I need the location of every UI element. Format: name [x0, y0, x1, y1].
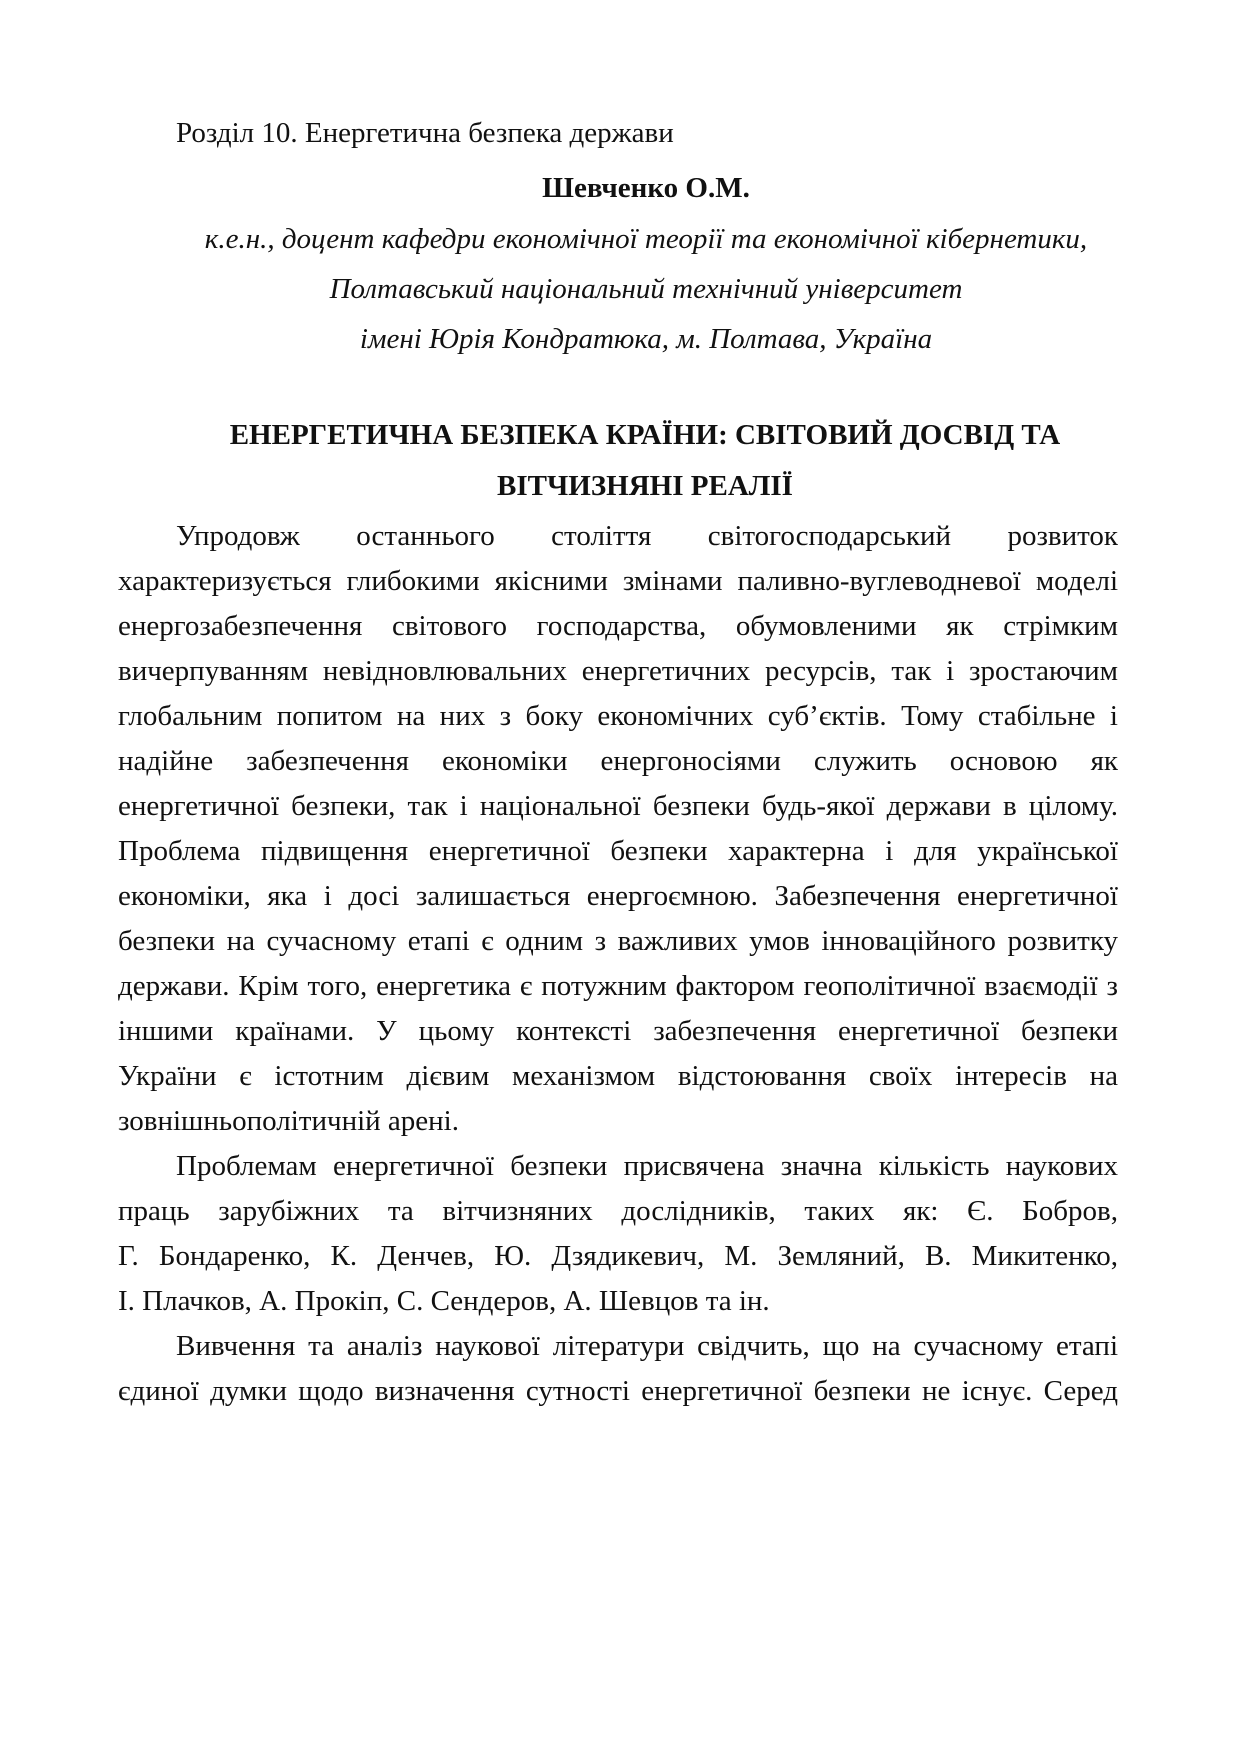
body-text-line: характеризується глибокими якісними змінами паливно-вуглеводневої моделі [118, 565, 1118, 597]
section-heading: Розділ 10. Енергетична безпека держави [176, 117, 674, 149]
body-text-line: Г. Бондаренко, К. Денчев, Ю. Дзядикевич, М. Земляний, В. Микитенко, [118, 1240, 1118, 1272]
body-text-line: надійне забезпечення економіки енергоносіями служить основою як [118, 745, 1118, 777]
body-text-line: безпеки на сучасному етапі є одним з важливих умов інноваційного розвитку [118, 925, 1118, 957]
body-text-line: глобальним попитом на них з боку економічних суб’єктів. Тому стабільне і [118, 700, 1118, 732]
body-text-line: Вивчення та аналіз наукової літератури свідчить, що на сучасному етапі [176, 1330, 1118, 1362]
article-title-line: ВІТЧИЗНЯНІ РЕАЛІЇ [497, 470, 793, 502]
body-text-line: держави. Крім того, енергетика є потужним фактором геополітичної взаємодії з [118, 970, 1118, 1002]
body-text-line: Проблема підвищення енергетичної безпеки характерна і для української [118, 835, 1118, 867]
body-text-line: економіки, яка і досі залишається енергоємною. Забезпечення енергетичної [118, 880, 1118, 912]
body-text-line: Упродовж останнього століття світогосподарський розвиток [176, 520, 1118, 552]
body-text-line: України є істотним дієвим механізмом відстоювання своїх інтересів на [118, 1060, 1118, 1092]
body-text-line: Проблемам енергетичної безпеки присвячена значна кількість наукових [176, 1150, 1118, 1182]
body-text-line: І. Плачков, А. Прокіп, С. Сендеров, А. Шевцов та ін. [118, 1285, 770, 1317]
body-text-line: зовнішньополітичній арені. [118, 1105, 459, 1137]
article-title-line: ЕНЕРГЕТИЧНА БЕЗПЕКА КРАЇНИ: СВІТОВИЙ ДОСВІД ТА [229, 419, 1061, 451]
body-text-line: вичерпуванням невідновлювальних енергетичних ресурсів, так і зростаючим [118, 655, 1118, 687]
author-name: Шевченко О.М. [542, 172, 750, 204]
body-text-line: єдиної думки щодо визначення сутності енергетичної безпеки не існує. Серед [118, 1375, 1118, 1407]
body-text-line: праць зарубіжних та вітчизняних дослідників, таких як: Є. Бобров, [118, 1195, 1118, 1227]
author-affiliation-line: імені Юрія Кондратюка, м. Полтава, Україна [359, 323, 933, 355]
body-text-line: іншими країнами. У цьому контексті забезпечення енергетичної безпеки [118, 1015, 1118, 1047]
body-text-line: енергозабезпечення світового господарства, обумовленими як стрімким [118, 610, 1118, 642]
author-affiliation-line: Полтавський національний технічний університет [329, 273, 963, 305]
body-text-line: енергетичної безпеки, так і національної безпеки будь-якої держави в цілому. [118, 790, 1118, 822]
author-affiliation-line: к.е.н., доцент кафедри економічної теорії та економічної кібернетики, [204, 223, 1088, 255]
